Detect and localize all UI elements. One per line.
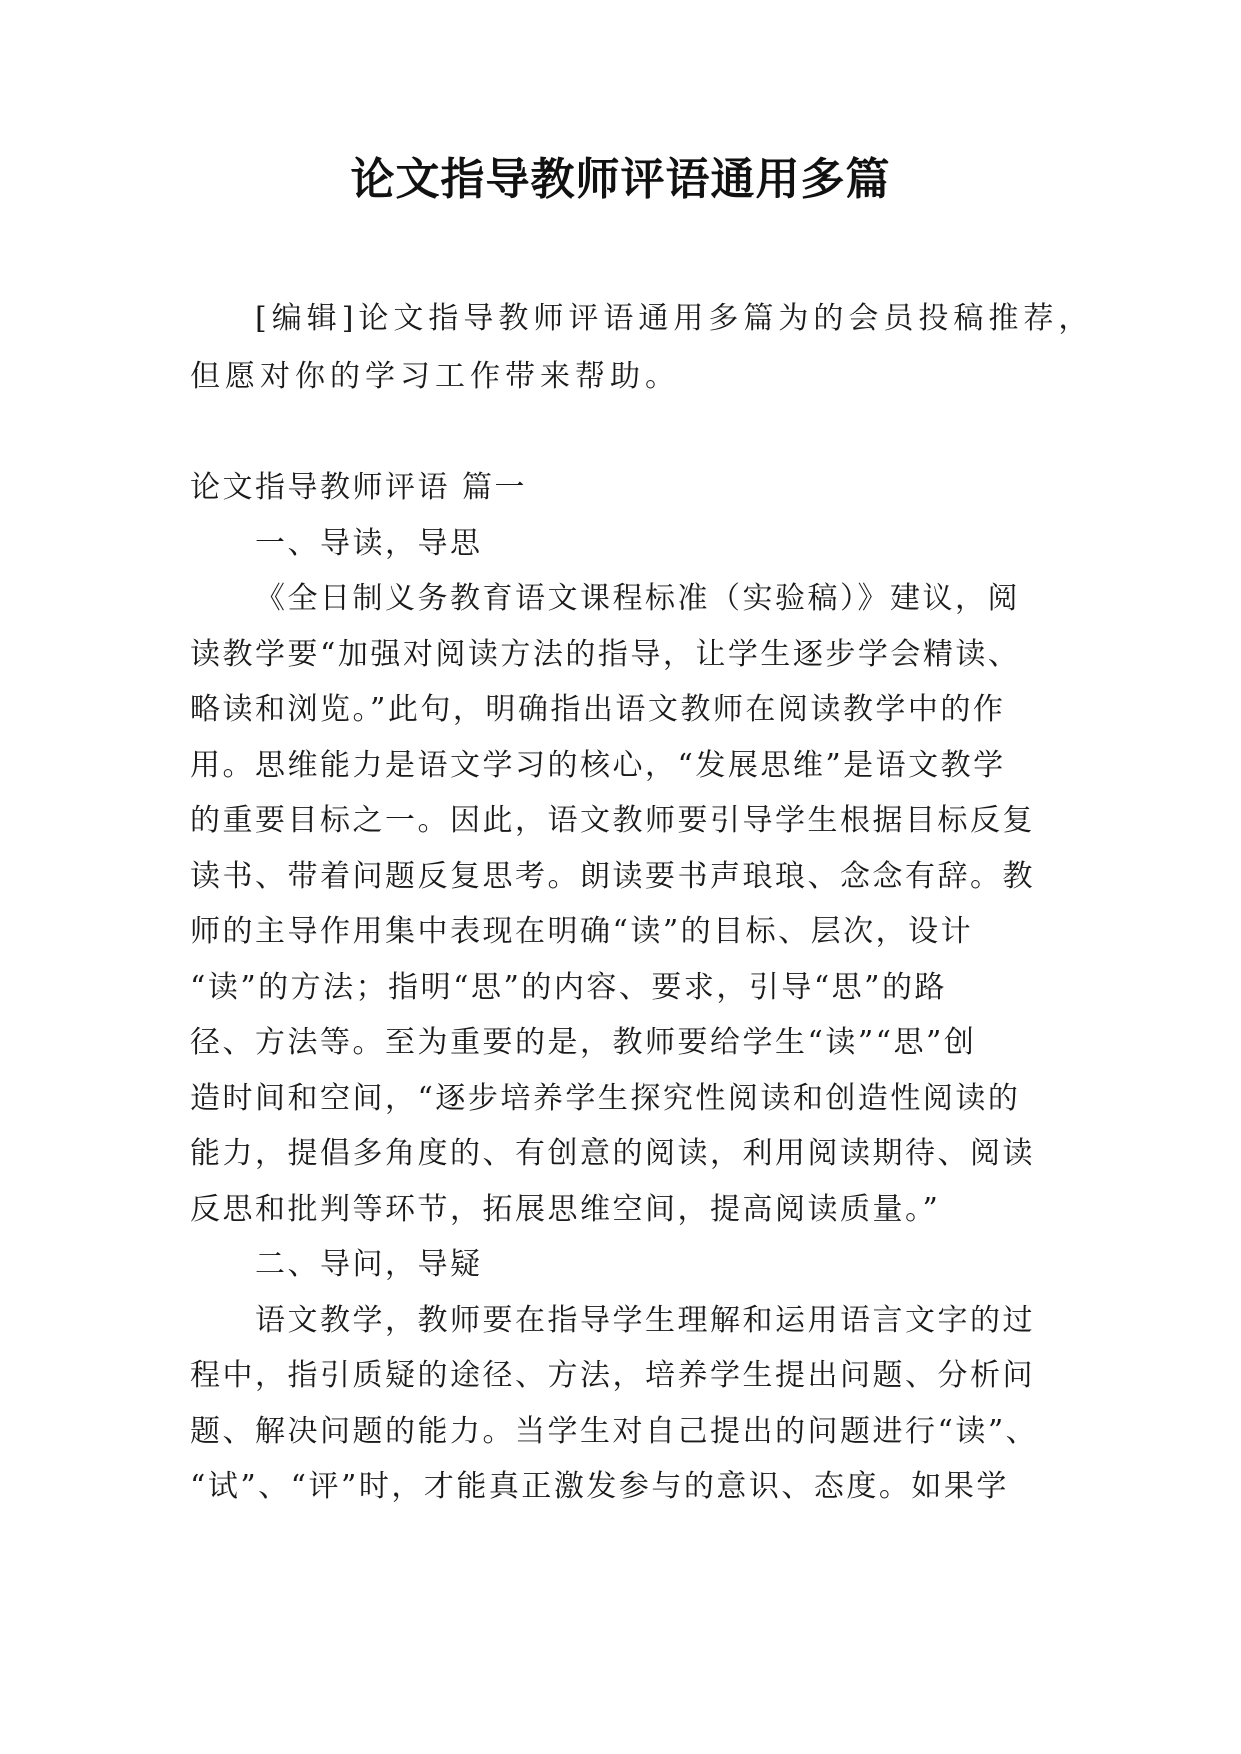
paragraph-line: “试”、“评”时，才能真正激发参与的意识、态度。如果学 (190, 1469, 1009, 1504)
paragraph-line: 读教学要“加强对阅读方法的指导，让学生逐步学会精读、 (190, 636, 1021, 672)
document-body (190, 460, 1080, 1515)
paragraph-line: 能力，提倡多角度的、有创意的阅读，利用阅读期待、阅读 (190, 1136, 1035, 1171)
paragraph-line: 造时间和空间，“逐步培养学生探究性阅读和创造性阅读的 (190, 1080, 1021, 1116)
paragraph-line: 的重要目标之一。因此，语文教师要引导学生根据目标反复 (190, 803, 1035, 838)
section-heading: 论文指导教师评语 篇一 (190, 470, 528, 505)
paragraph-line: 反思和批判等环节，拓展思维空间，提高阅读质量。” (190, 1191, 941, 1227)
subheading-1: 一、导读，导思 (255, 525, 483, 561)
paragraph-2 (190, 1293, 1080, 1515)
paragraph-line: 用。思维能力是语文学习的核心，“发展思维”是语文教学 (190, 747, 1006, 783)
paragraph-line: 语文教学，教师要在指导学生理解和运用语言文字的过 (255, 1302, 1035, 1338)
paragraph-line: 径、方法等。至为重要的是，教师要给学生“读”“思”创 (190, 1025, 977, 1060)
intro-paragraph (190, 290, 1094, 406)
intro-line: 但愿对你的学习工作带来帮助。 (190, 359, 680, 394)
paragraph-line: 读书、带着问题反复思考。朗读要书声琅琅、念念有辞。教 (190, 858, 1035, 894)
subheading-2: 二、导问，导疑 (255, 1247, 483, 1282)
document-title: 论文指导教师评语通用多篇 (350, 154, 891, 205)
paragraph-line: 《全日制义务教育语文课程标准（实验稿）》建议，阅 (255, 581, 1020, 616)
paragraph-line: “读”的方法；指明“思”的内容、要求，引导“思”的路 (190, 969, 948, 1005)
paragraph-1 (190, 571, 1080, 1237)
paragraph-line: 程中，指引质疑的途径、方法，培养学生提出问题、分析问 (190, 1358, 1035, 1393)
paragraph-line: 师的主导作用集中表现在明确“读”的目标、层次，设计 (190, 914, 974, 949)
paragraph-line: 题、解决问题的能力。当学生对自己提出的问题进行“读”、 (190, 1413, 1039, 1449)
paragraph-line: 略读和浏览。”此句，明确指出语文教师在阅读教学中的作 (190, 692, 1006, 727)
intro-line: [编辑]论文指导教师评语通用多篇为的会员投稿推荐， (255, 301, 1094, 336)
